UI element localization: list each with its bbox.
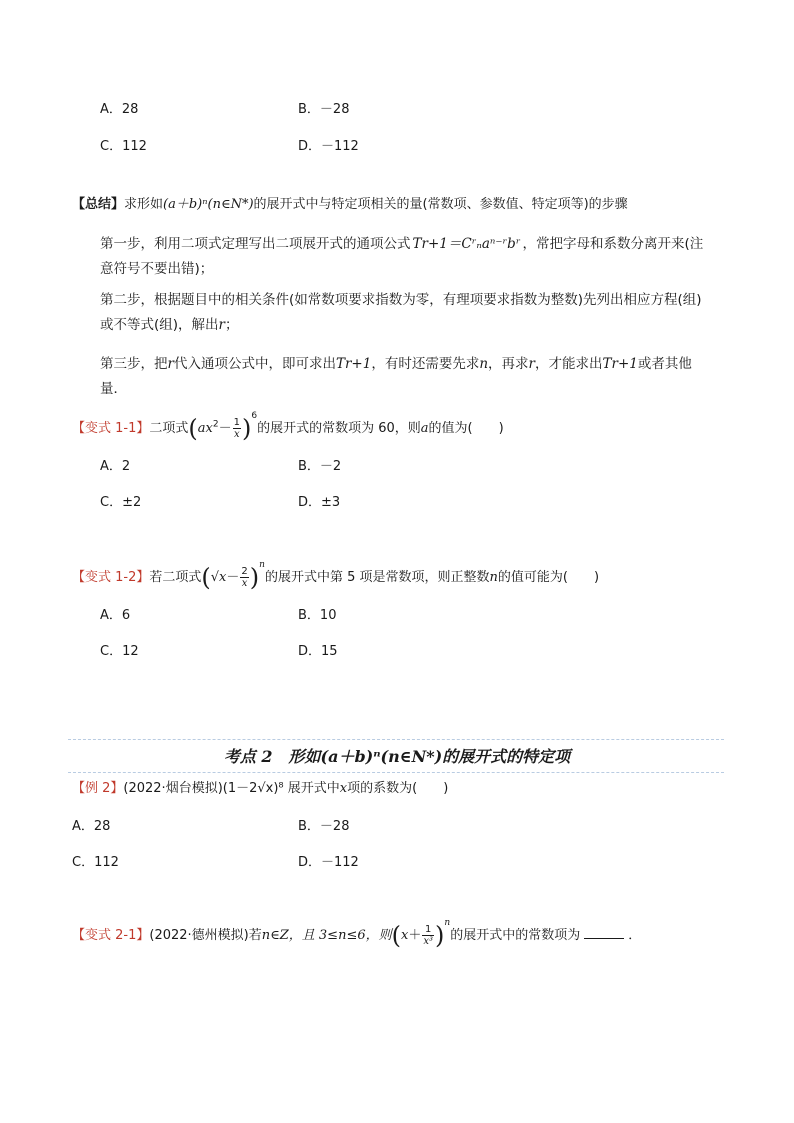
- option-c: C．±2: [100, 495, 142, 510]
- option-c: C．112: [72, 855, 119, 870]
- option-b: B．－2: [298, 459, 342, 474]
- option-a: A．2: [100, 459, 131, 474]
- fraction-2-over-x: $\frac{2}{x}$: [241, 566, 248, 589]
- option-a: A．28: [72, 819, 111, 834]
- variant-2-1-question: 【变式 2-1】(2022·德州模拟)若n∈Z，且 3≤n≤6，则(x＋ $\frac{1}{\text{x³}}$ )$^n$的展开式中的常数项为 ．: [72, 918, 642, 950]
- option-a: A．6: [100, 608, 131, 623]
- section-separator-bottom: [68, 772, 724, 773]
- example-2-tag: 【例 2】: [72, 781, 124, 796]
- option-b: B．－28: [298, 102, 350, 117]
- option-c: C．12: [100, 644, 139, 659]
- option-a: A．28: [100, 102, 139, 117]
- option-d: D．－112: [298, 139, 359, 154]
- summary-heading: 【总结】求形如(a＋b)ⁿ(n∈N*)的展开式中与特定项相关的量(常数项、参数值、特定项等)的步骤: [72, 197, 628, 212]
- option-b: B．10: [298, 608, 337, 623]
- fraction-1-over-x: $\frac{1}{x}$: [233, 417, 240, 440]
- option-c: C．112: [100, 139, 147, 154]
- variant-1-1-tag: 【变式 1-1】: [72, 421, 150, 436]
- option-d: D．－112: [298, 855, 359, 870]
- answer-blank[interactable]: [584, 926, 624, 939]
- option-d: D．±3: [298, 495, 341, 510]
- section-separator-top: [68, 739, 724, 740]
- section-2-title: 考点 2 形如(a＋b)ⁿ(n∈N*)的展开式的特定项: [223, 747, 571, 766]
- summary-tag: 【总结】: [72, 197, 125, 212]
- option-d: D．15: [298, 644, 338, 659]
- fraction-1-over-x3: $\frac{1}{\text{x³}}$: [423, 924, 434, 947]
- variant-1-2-question: 【变式 1-2】若二项式(√x－ $\frac{2}{x}$ )$^n$的展开式中第 5 项是常数项，则正整数n的值可能为( ): [72, 560, 600, 592]
- variant-1-1-question: 【变式 1-1】二项式($ax^2-$ $\frac{1}{x}$ )$^6$的展开式的常数项为 60，则a的值为( ): [72, 411, 504, 443]
- summary-step-3: 第三步，把r代入通项公式中，即可求出Tr+1，有时还需要先求n，再求r，才能求出Tr+1或者其他量．: [100, 356, 692, 397]
- summary-step-1: 第一步，利用二项式定理写出二项展开式的通项公式 Tr+1＝Cʳₙaⁿ⁻ʳbʳ ，常把字母和系数分离开来(注意符号不要出错)；: [100, 236, 704, 277]
- summary-step-2: 第二步，根据题目中的相关条件(如常数项要求指数为零，有理项要求指数为整数)先列出相应方程(组)或不等式(组)，解出r；: [100, 292, 702, 333]
- example-2-question: 【例 2】(2022·烟台模拟)(1－2√x)⁸ 展开式中x项的系数为( ): [72, 781, 449, 796]
- variant-2-1-tag: 【变式 2-1】: [72, 928, 150, 943]
- option-b: B．－28: [298, 819, 350, 834]
- variant-1-2-tag: 【变式 1-2】: [72, 570, 150, 585]
